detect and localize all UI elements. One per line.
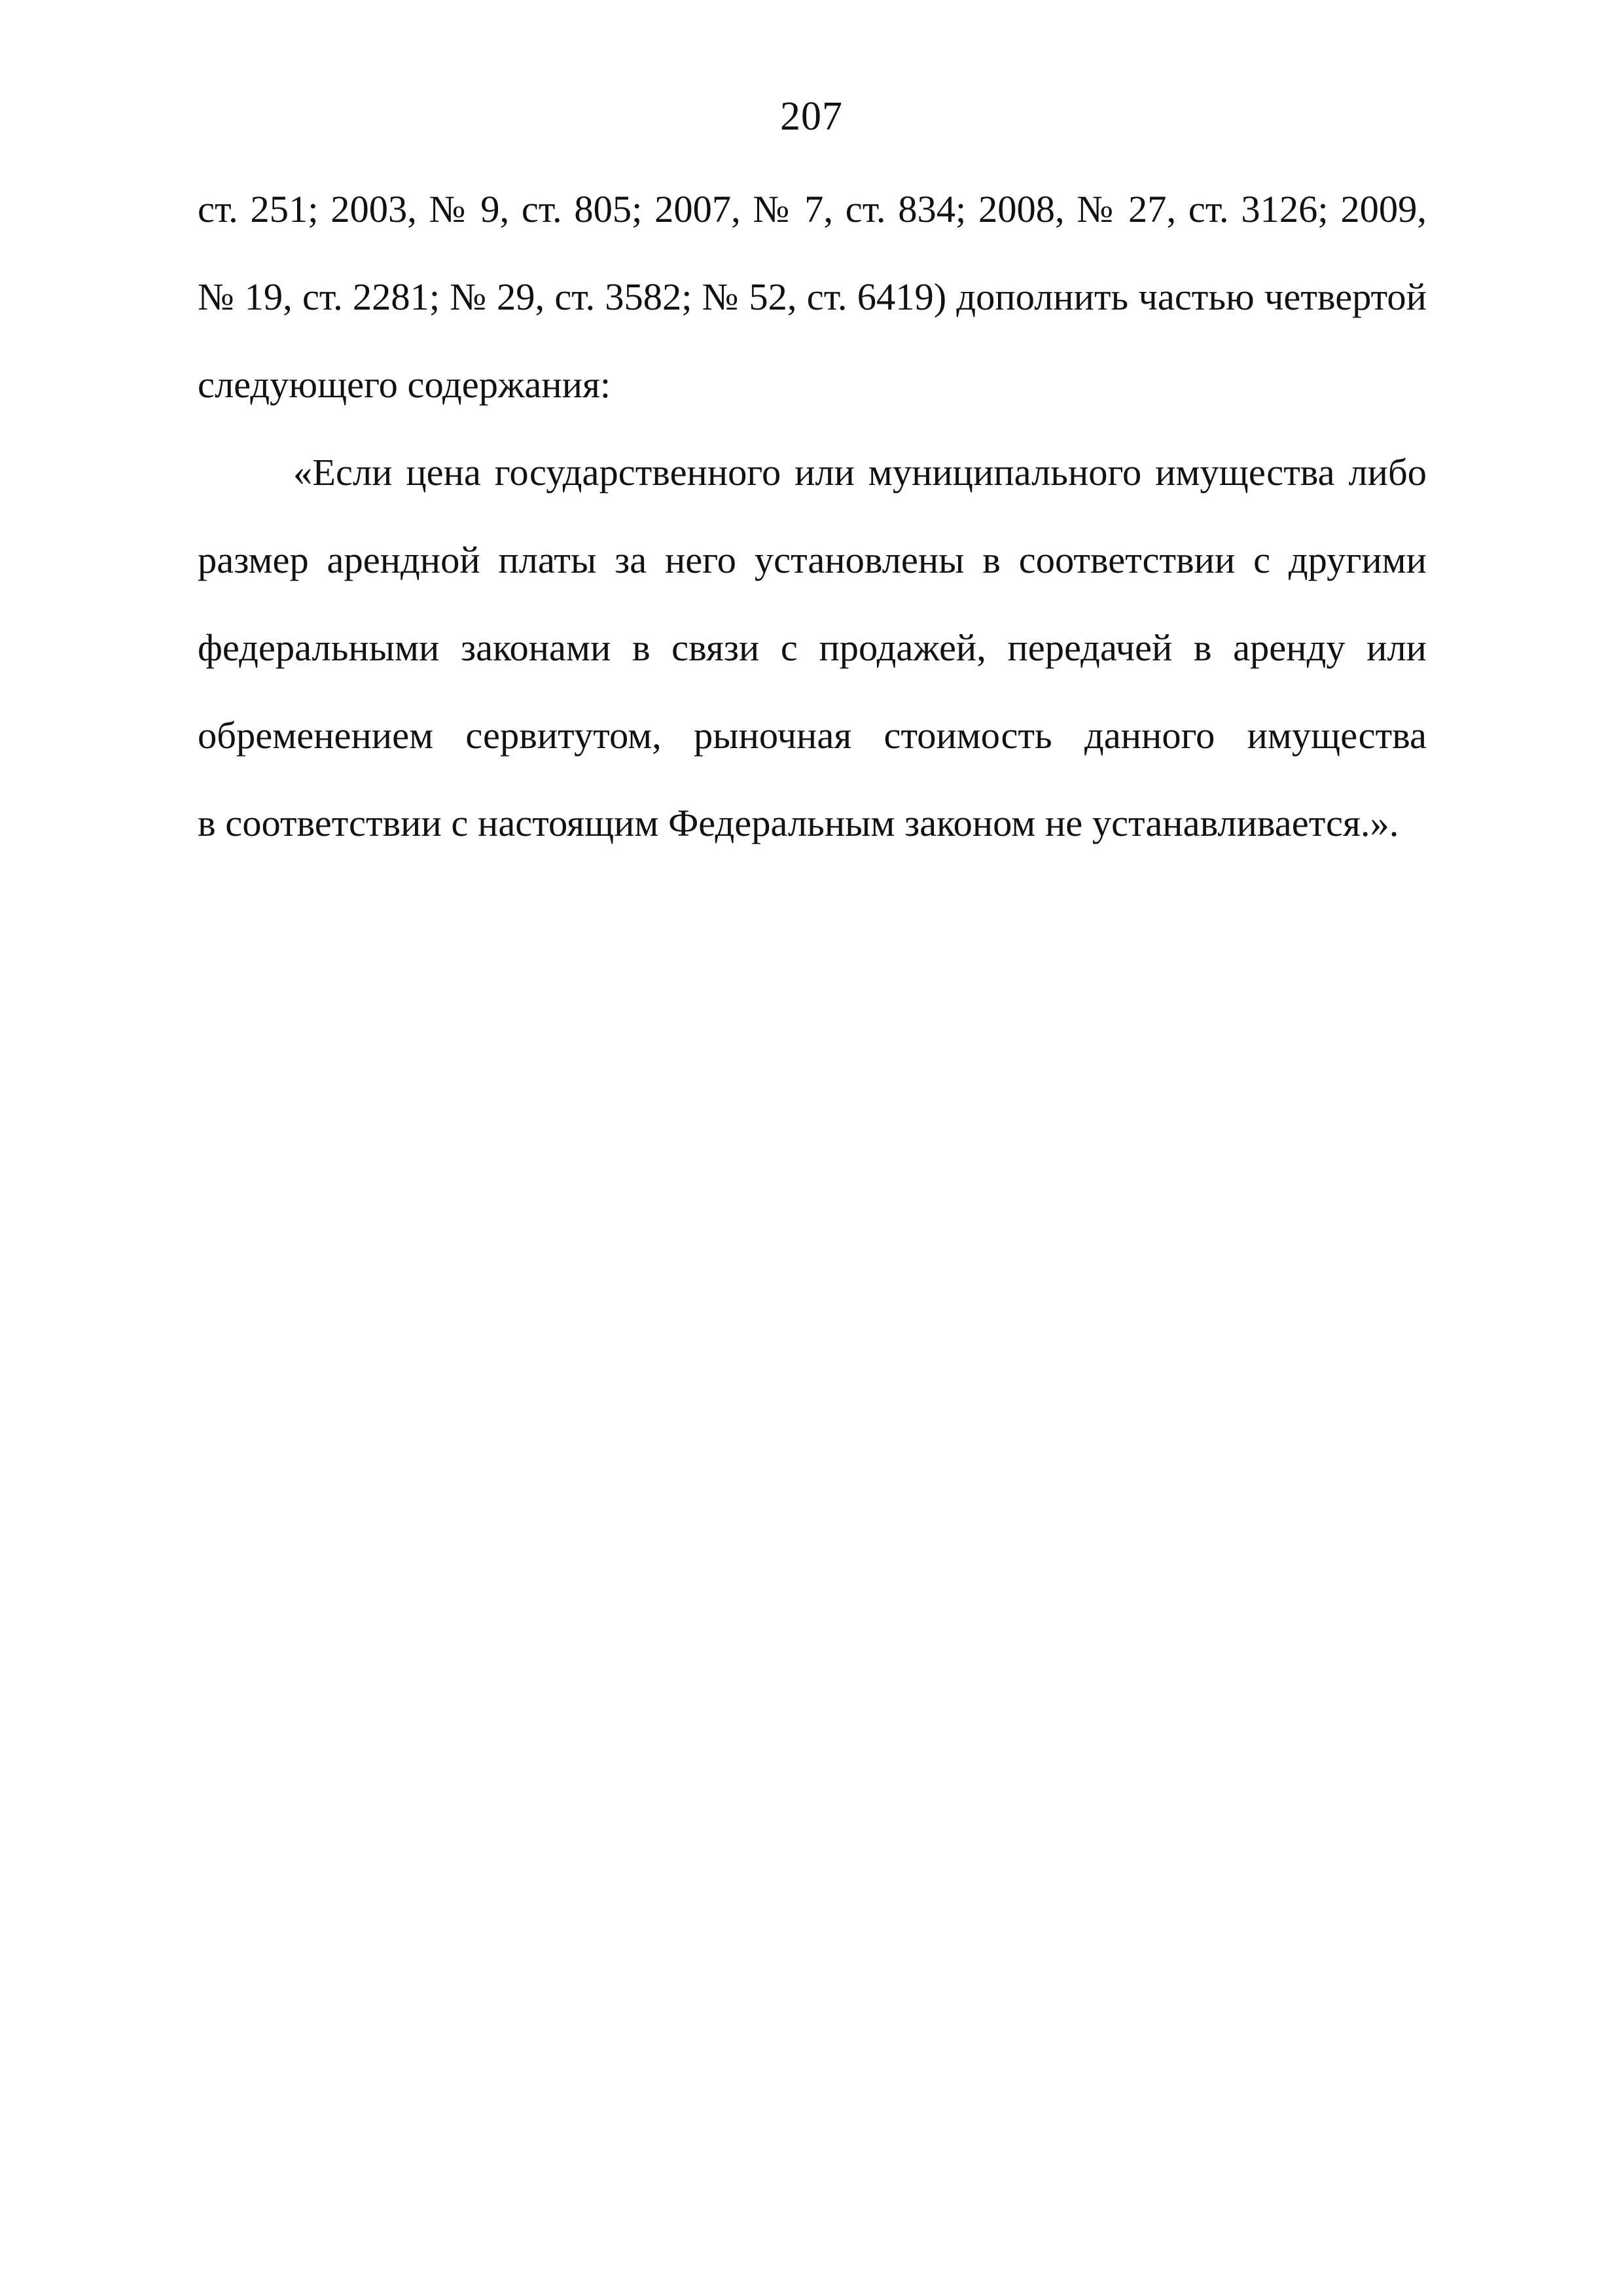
text-line-8: в соответствии с настоящим Федеральным законом не устанавливается.». xyxy=(198,802,1399,844)
text-line-5: размер арендной платы за него установлены в соответствии с другими xyxy=(198,539,1427,581)
page-number: 207 xyxy=(780,94,843,139)
text-line-3: следующего содержания: xyxy=(198,363,611,406)
text-line-7: обременением сервитутом, рыночная стоимость данного имущества xyxy=(198,714,1427,757)
text-line-1: ст. 251; 2003, № 9, ст. 805; 2007, № 7, ст. 834; 2008, № 27, ст. 3126; 2009, xyxy=(198,188,1427,230)
text-line-2: № 19, ст. 2281; № 29, ст. 3582; № 52, ст. 6419) дополнить частью четвертой xyxy=(198,276,1427,318)
text-line-4: «Если цена государственного или муниципального имущества либо xyxy=(293,451,1427,493)
text-line-6: федеральными законами в связи с продажей, передачей в аренду или xyxy=(198,626,1427,669)
